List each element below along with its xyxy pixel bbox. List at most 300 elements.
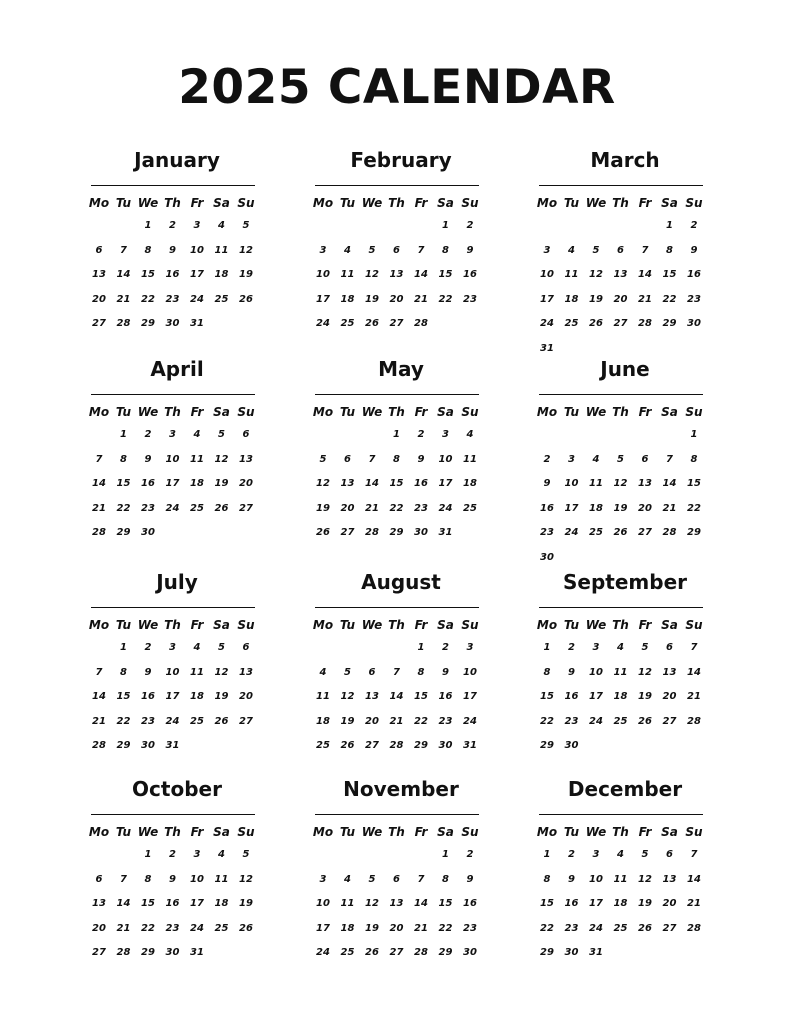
day-cell: 2 — [568, 642, 575, 653]
day-cell: 19 — [316, 502, 330, 514]
month-name: February — [350, 148, 452, 172]
day-cell: 19 — [214, 478, 229, 489]
day-cell: 12 — [239, 873, 253, 885]
day-cell: 23 — [564, 715, 579, 727]
day-cell: 28 — [116, 318, 131, 329]
day-cell: 22 — [116, 715, 131, 727]
day-cell: 19 — [638, 898, 652, 909]
day-cell: 19 — [365, 293, 379, 305]
day-cell: 8 — [666, 244, 673, 256]
day-cell: 5 — [242, 220, 250, 231]
day-cell: 10 — [564, 478, 579, 489]
day-cell: 21 — [92, 502, 106, 514]
day-cell: 11 — [214, 873, 229, 885]
month-name: April — [150, 357, 204, 381]
day-cell: 11 — [613, 666, 628, 678]
day-cell: 4 — [568, 244, 575, 256]
day-cell: 12 — [214, 453, 229, 465]
day-cell: 22 — [687, 502, 701, 514]
month-divider — [91, 814, 255, 815]
day-cell: 17 — [540, 293, 554, 305]
day-cell: 11 — [564, 269, 579, 280]
weekday-label: Sa — [213, 405, 230, 419]
weekday-label: Tu — [339, 405, 356, 419]
day-cell: 23 — [463, 922, 477, 934]
weekday-label: Fr — [638, 618, 652, 632]
day-cell: 17 — [165, 691, 180, 702]
day-cell: 20 — [613, 293, 628, 305]
day-cell: 4 — [344, 873, 351, 885]
day-cell: 30 — [165, 318, 180, 329]
day-cell: 9 — [169, 244, 176, 256]
day-cell: 5 — [344, 666, 351, 678]
day-cell: 18 — [589, 502, 603, 514]
weekday-label: Th — [388, 405, 405, 419]
day-cell: 13 — [613, 269, 628, 280]
day-cell: 14 — [662, 478, 677, 489]
day-cell: 23 — [564, 922, 579, 934]
month-divider — [539, 607, 703, 608]
day-cell: 17 — [316, 293, 330, 305]
day-cell: 27 — [92, 318, 106, 329]
day-cell: 4 — [218, 220, 225, 231]
day-cell: 8 — [442, 244, 449, 256]
day-cell: 17 — [190, 269, 204, 280]
day-cell: 10 — [165, 453, 180, 465]
day-cell: 10 — [589, 666, 603, 678]
day-cell: 17 — [438, 478, 453, 489]
day-cell: 23 — [687, 293, 701, 305]
weekday-label: Th — [388, 618, 405, 632]
day-cell: 3 — [169, 642, 176, 653]
day-cell: 12 — [340, 691, 355, 702]
weekday-label: Su — [685, 405, 703, 419]
weekday-label: Mo — [312, 825, 334, 839]
day-cell: 29 — [116, 527, 131, 538]
day-cell: 14 — [414, 898, 428, 909]
weekday-label: Th — [164, 825, 181, 839]
day-cell: 3 — [466, 642, 474, 653]
weekday-label: Sa — [213, 196, 230, 210]
weekday-label: We — [585, 196, 607, 210]
day-cell: 29 — [540, 947, 554, 958]
day-cell: 26 — [214, 502, 229, 514]
day-cell: 4 — [218, 849, 225, 860]
day-cell: 6 — [95, 873, 103, 885]
day-cell: 21 — [638, 293, 652, 305]
day-cell: 31 — [589, 947, 603, 958]
day-cell: 27 — [365, 740, 379, 751]
day-cell: 1 — [543, 849, 551, 860]
day-cell: 4 — [193, 642, 201, 653]
day-cell: 9 — [417, 453, 425, 465]
weekday-label: Sa — [661, 405, 678, 419]
day-cell: 21 — [687, 898, 701, 909]
day-cell: 10 — [463, 666, 477, 678]
day-cell: 11 — [316, 691, 330, 702]
day-cell: 16 — [141, 478, 155, 489]
weekday-label: Fr — [414, 196, 428, 210]
day-cell: 5 — [617, 453, 624, 465]
day-cell: 15 — [116, 478, 131, 489]
day-cell: 24 — [463, 715, 477, 727]
day-cell: 23 — [141, 502, 155, 514]
day-cell: 26 — [638, 922, 652, 934]
day-cell: 15 — [141, 269, 155, 280]
weekday-label: Fr — [638, 405, 652, 419]
day-cell: 17 — [190, 898, 204, 909]
day-cell: 19 — [365, 922, 379, 934]
weekday-label: Su — [685, 196, 703, 210]
weekday-label: Sa — [661, 196, 678, 210]
month-divider — [91, 394, 255, 395]
weekday-label: Su — [237, 196, 255, 210]
month-name: August — [361, 570, 441, 594]
weekday-label: Su — [461, 618, 479, 632]
day-cell: 11 — [463, 453, 477, 465]
month-name: October — [132, 777, 222, 801]
weekday-label: Sa — [437, 825, 454, 839]
day-cell: 2 — [169, 849, 176, 860]
day-cell: 20 — [389, 293, 404, 305]
day-cell: 25 — [340, 318, 355, 329]
day-cell: 15 — [687, 478, 701, 489]
day-cell: 2 — [169, 220, 176, 231]
day-cell: 3 — [543, 244, 551, 256]
day-cell: 5 — [368, 244, 376, 256]
day-cell: 23 — [165, 293, 180, 305]
day-cell: 2 — [442, 642, 449, 653]
day-cell: 5 — [592, 244, 600, 256]
day-cell: 21 — [414, 922, 428, 934]
day-cell: 27 — [638, 527, 652, 538]
day-cell: 14 — [116, 269, 131, 280]
day-cell: 15 — [662, 269, 677, 280]
day-cell: 31 — [438, 527, 453, 538]
day-cell: 30 — [687, 318, 701, 329]
weekday-label: Tu — [115, 405, 132, 419]
day-cell: 31 — [540, 342, 554, 354]
weekday-label: Mo — [536, 618, 558, 632]
month-name: January — [134, 148, 220, 172]
day-cell: 25 — [564, 318, 579, 329]
day-cell: 7 — [641, 244, 649, 256]
day-cell: 20 — [92, 922, 106, 934]
day-cell: 19 — [589, 293, 603, 305]
day-cell: 13 — [92, 269, 106, 280]
month-divider — [539, 394, 703, 395]
day-cell: 30 — [141, 527, 155, 538]
day-cell: 5 — [368, 873, 376, 885]
weekday-label: Su — [685, 825, 703, 839]
day-cell: 24 — [540, 318, 554, 329]
day-cell: 22 — [438, 293, 453, 305]
day-cell: 9 — [466, 873, 474, 885]
day-cell: 18 — [613, 691, 628, 702]
day-cell: 13 — [662, 873, 677, 885]
day-cell: 24 — [316, 947, 330, 958]
month-divider — [315, 185, 479, 186]
day-cell: 28 — [687, 715, 701, 727]
day-cell: 15 — [116, 691, 131, 702]
day-cell: 28 — [687, 922, 701, 934]
weekday-label: Sa — [437, 618, 454, 632]
day-cell: 6 — [344, 453, 351, 465]
day-cell: 7 — [666, 453, 673, 465]
day-cell: 26 — [365, 318, 379, 329]
day-cell: 6 — [666, 642, 673, 653]
day-cell: 15 — [540, 691, 554, 702]
day-cell: 5 — [641, 642, 649, 653]
day-cell: 14 — [638, 269, 652, 280]
day-cell: 18 — [463, 478, 477, 489]
day-cell: 25 — [190, 502, 204, 514]
day-cell: 26 — [340, 740, 355, 751]
day-cell: 20 — [239, 478, 253, 489]
day-cell: 11 — [589, 478, 603, 489]
day-cell: 26 — [589, 318, 603, 329]
day-cell: 20 — [239, 691, 253, 702]
day-cell: 8 — [144, 244, 152, 256]
day-cell: 3 — [193, 220, 201, 231]
weekday-label: Tu — [563, 196, 580, 210]
weekday-label: We — [361, 825, 383, 839]
day-cell: 13 — [389, 269, 404, 280]
day-cell: 13 — [389, 898, 404, 909]
day-cell: 2 — [543, 453, 551, 465]
month-divider — [539, 814, 703, 815]
day-cell: 6 — [666, 849, 673, 860]
day-cell: 28 — [414, 318, 428, 329]
day-cell: 3 — [568, 453, 575, 465]
day-cell: 18 — [190, 478, 204, 489]
day-cell: 10 — [540, 269, 554, 280]
day-cell: 5 — [218, 429, 225, 440]
weekday-label: We — [361, 618, 383, 632]
day-cell: 30 — [141, 740, 155, 751]
day-cell: 17 — [589, 898, 603, 909]
day-cell: 16 — [564, 898, 579, 909]
day-cell: 2 — [417, 429, 425, 440]
day-cell: 28 — [389, 740, 404, 751]
day-cell: 20 — [389, 922, 404, 934]
day-cell: 1 — [144, 849, 152, 860]
day-cell: 8 — [543, 873, 551, 885]
month-name: November — [343, 777, 459, 801]
weekday-label: Mo — [312, 405, 334, 419]
day-cell: 28 — [638, 318, 652, 329]
day-cell: 31 — [165, 740, 180, 751]
weekday-label: Sa — [661, 825, 678, 839]
day-cell: 15 — [540, 898, 554, 909]
day-cell: 8 — [690, 453, 698, 465]
day-cell: 24 — [190, 922, 204, 934]
day-cell: 29 — [687, 527, 701, 538]
day-cell: 22 — [116, 502, 131, 514]
day-cell: 19 — [239, 898, 253, 909]
weekday-label: Mo — [312, 196, 334, 210]
day-cell: 29 — [414, 740, 428, 751]
day-cell: 4 — [344, 244, 351, 256]
day-cell: 15 — [438, 898, 453, 909]
day-cell: 9 — [169, 873, 176, 885]
day-cell: 22 — [438, 922, 453, 934]
day-cell: 9 — [466, 244, 474, 256]
day-cell: 10 — [589, 873, 603, 885]
day-cell: 21 — [662, 502, 677, 514]
day-cell: 21 — [414, 293, 428, 305]
day-cell: 30 — [438, 740, 453, 751]
month-divider — [91, 607, 255, 608]
day-cell: 7 — [417, 873, 425, 885]
day-cell: 1 — [690, 429, 698, 440]
weekday-label: Th — [164, 196, 181, 210]
day-cell: 7 — [95, 453, 103, 465]
day-cell: 22 — [540, 922, 554, 934]
day-cell: 9 — [568, 873, 575, 885]
weekday-label: Tu — [339, 825, 356, 839]
day-cell: 29 — [389, 527, 404, 538]
weekday-label: Th — [388, 825, 405, 839]
month-name: September — [563, 570, 687, 594]
day-cell: 31 — [190, 947, 204, 958]
day-cell: 11 — [214, 244, 229, 256]
day-cell: 18 — [613, 898, 628, 909]
day-cell: 15 — [389, 478, 404, 489]
day-cell: 30 — [463, 947, 477, 958]
day-cell: 8 — [120, 666, 127, 678]
weekday-label: Tu — [563, 825, 580, 839]
day-cell: 29 — [141, 947, 155, 958]
day-cell: 20 — [340, 502, 355, 514]
day-cell: 5 — [218, 642, 225, 653]
day-cell: 25 — [463, 502, 477, 514]
day-cell: 18 — [316, 715, 330, 727]
weekday-label: Su — [237, 618, 255, 632]
day-cell: 19 — [613, 502, 628, 514]
day-cell: 6 — [242, 429, 250, 440]
weekday-label: Sa — [661, 618, 678, 632]
day-cell: 25 — [316, 740, 330, 751]
day-cell: 30 — [540, 551, 554, 563]
day-cell: 9 — [442, 666, 449, 678]
month-divider — [315, 607, 479, 608]
day-cell: 15 — [414, 691, 428, 702]
day-cell: 22 — [389, 502, 404, 514]
day-cell: 10 — [438, 453, 453, 465]
weekday-label: Tu — [115, 825, 132, 839]
day-cell: 22 — [540, 715, 554, 727]
weekday-label: Th — [612, 825, 629, 839]
weekday-label: We — [361, 405, 383, 419]
day-cell: 21 — [389, 715, 404, 727]
weekday-label: Sa — [437, 405, 454, 419]
day-cell: 9 — [144, 666, 152, 678]
day-cell: 13 — [662, 666, 677, 678]
weekday-label: Sa — [213, 618, 230, 632]
day-cell: 11 — [340, 898, 355, 909]
day-cell: 16 — [165, 269, 180, 280]
day-cell: 3 — [193, 849, 201, 860]
day-cell: 24 — [165, 502, 180, 514]
day-cell: 2 — [466, 849, 474, 860]
day-cell: 21 — [687, 691, 701, 702]
day-cell: 27 — [389, 947, 404, 958]
weekday-label: Sa — [437, 196, 454, 210]
day-cell: 25 — [340, 947, 355, 958]
day-cell: 16 — [564, 691, 579, 702]
day-cell: 14 — [414, 269, 428, 280]
day-cell: 1 — [144, 220, 152, 231]
day-cell: 10 — [316, 269, 330, 280]
day-cell: 17 — [564, 502, 579, 514]
day-cell: 1 — [666, 220, 673, 231]
day-cell: 24 — [589, 922, 603, 934]
month-divider — [539, 185, 703, 186]
day-cell: 11 — [340, 269, 355, 280]
day-cell: 16 — [463, 269, 477, 280]
day-cell: 7 — [95, 666, 103, 678]
weekday-label: Fr — [190, 196, 204, 210]
day-cell: 23 — [165, 922, 180, 934]
day-cell: 18 — [190, 691, 204, 702]
day-cell: 17 — [165, 478, 180, 489]
day-cell: 12 — [365, 269, 379, 280]
day-cell: 13 — [365, 691, 379, 702]
day-cell: 4 — [319, 666, 327, 678]
weekday-label: Th — [612, 405, 629, 419]
day-cell: 24 — [165, 715, 180, 727]
day-cell: 27 — [239, 502, 253, 514]
day-cell: 17 — [463, 691, 477, 702]
day-cell: 22 — [414, 715, 428, 727]
day-cell: 1 — [120, 429, 127, 440]
day-cell: 8 — [417, 666, 425, 678]
day-cell: 31 — [463, 740, 477, 751]
day-cell: 3 — [592, 849, 600, 860]
weekday-label: Mo — [88, 196, 110, 210]
day-cell: 27 — [662, 922, 677, 934]
day-cell: 2 — [690, 220, 698, 231]
day-cell: 19 — [239, 269, 253, 280]
day-cell: 27 — [239, 715, 253, 727]
day-cell: 14 — [92, 691, 106, 702]
day-cell: 9 — [568, 666, 575, 678]
day-cell: 10 — [190, 244, 204, 256]
day-cell: 15 — [438, 269, 453, 280]
day-cell: 1 — [442, 849, 449, 860]
weekday-label: Tu — [563, 618, 580, 632]
day-cell: 5 — [319, 453, 327, 465]
day-cell: 23 — [141, 715, 155, 727]
day-cell: 14 — [365, 478, 379, 489]
day-cell: 22 — [141, 293, 155, 305]
day-cell: 26 — [214, 715, 229, 727]
day-cell: 11 — [190, 666, 204, 678]
day-cell: 24 — [589, 715, 603, 727]
day-cell: 26 — [638, 715, 652, 727]
weekday-label: Mo — [88, 405, 110, 419]
weekday-label: Su — [237, 405, 255, 419]
weekday-label: Tu — [339, 618, 356, 632]
day-cell: 12 — [316, 478, 330, 489]
weekday-label: Th — [164, 405, 181, 419]
day-cell: 7 — [690, 642, 698, 653]
page-title: 2025 CALENDAR — [178, 60, 616, 115]
day-cell: 13 — [340, 478, 355, 489]
day-cell: 17 — [316, 922, 330, 934]
weekday-label: Fr — [638, 196, 652, 210]
